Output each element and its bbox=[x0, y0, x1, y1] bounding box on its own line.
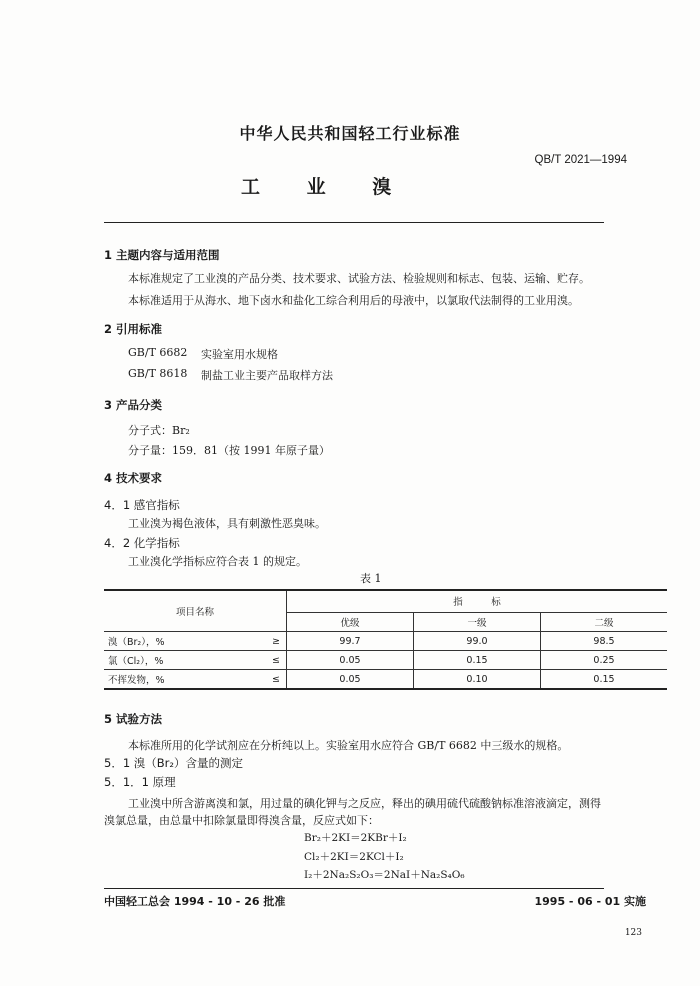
row-name: 不挥发物，% bbox=[104, 670, 246, 690]
row-operator: ≤ bbox=[246, 670, 287, 690]
title-char: 工 bbox=[241, 176, 261, 198]
reaction-equation: Br₂＋2KI＝2KBr＋I₂ bbox=[304, 832, 407, 844]
spec-table bbox=[104, 589, 667, 690]
subsection-4-1-text: 工业溴为褐色液体，具有刺激性恶臭味。 bbox=[128, 517, 326, 530]
table-row bbox=[104, 632, 667, 651]
table-row bbox=[104, 651, 667, 670]
row-operator: ≥ bbox=[246, 632, 287, 651]
cell-value: 0.10 bbox=[414, 670, 541, 690]
column-header-grade: 二级 bbox=[541, 612, 668, 631]
reaction-equation: Cl₂＋2KI＝2KCl＋I₂ bbox=[304, 851, 404, 863]
cell-value: 98.5 bbox=[541, 632, 668, 651]
standard-code: QB/T 2021—1994 bbox=[534, 154, 627, 166]
reference-code: GB/T 8618 bbox=[128, 367, 188, 380]
row-operator: ≤ bbox=[246, 651, 287, 670]
cell-value: 99.7 bbox=[287, 632, 414, 651]
table-caption: 表 1 bbox=[360, 572, 382, 585]
reference-title: 实验室用水规格 bbox=[201, 348, 278, 361]
section-4-heading: 4 技术要求 bbox=[104, 471, 163, 485]
subsection-5-1-1-heading: 5．1．1 原理 bbox=[104, 775, 176, 789]
section-2-heading: 2 引用标准 bbox=[104, 322, 163, 336]
approval-date: 中国轻工总会 1994 - 10 - 26 批准 bbox=[104, 895, 286, 908]
principle-text: 溴氯总量，由总量中扣除氯量即得溴含量，反应式如下： bbox=[104, 814, 379, 827]
cell-value: 0.05 bbox=[287, 651, 414, 670]
column-header-item: 项目名称 bbox=[104, 590, 287, 632]
title-char: 业 bbox=[306, 176, 326, 198]
section-1-para: 本标准规定了工业溴的产品分类、技术要求、试验方法、检验规则和标志、包装、运输、贮存。 bbox=[128, 272, 590, 285]
section-5-heading: 5 试验方法 bbox=[104, 712, 163, 726]
reference-title: 制盐工业主要产品取样方法 bbox=[201, 369, 333, 382]
cell-value: 99.0 bbox=[414, 632, 541, 651]
effective-date: 1995 - 06 - 01 实施 bbox=[534, 895, 646, 908]
table-row bbox=[104, 670, 667, 690]
principle-text: 工业溴中所含游离溴和氯，用过量的碘化钾与之反应，释出的碘用硫代硫酸钠标准溶液滴定，测得 bbox=[128, 797, 601, 810]
molecular-formula: 分子式：Br₂ bbox=[128, 424, 190, 437]
cell-value: 0.25 bbox=[541, 651, 668, 670]
subsection-4-2-text: 工业溴化学指标应符合表 1 的规定。 bbox=[128, 555, 307, 568]
column-header-grade: 一级 bbox=[414, 612, 541, 631]
molecular-weight: 分子量：159．81（按 1991 年原子量） bbox=[128, 444, 330, 457]
cell-value: 0.15 bbox=[414, 651, 541, 670]
document-title bbox=[241, 172, 431, 199]
title-char: 溴 bbox=[372, 176, 392, 198]
section-3-heading: 3 产品分类 bbox=[104, 398, 163, 412]
column-header-index: 指 标 bbox=[287, 590, 668, 612]
section-1-heading: 1 主题内容与适用范围 bbox=[104, 248, 220, 262]
section-5-intro: 本标准所用的化学试剂应在分析纯以上。实验室用水应符合 GB/T 6682 中三级水的规格。 bbox=[128, 739, 569, 752]
subsection-4-2-heading: 4．2 化学指标 bbox=[104, 536, 180, 550]
row-name: 溴（Br₂），% bbox=[104, 632, 246, 651]
standard-title: 中华人民共和国轻工行业标准 bbox=[239, 124, 461, 143]
page-number: 123 bbox=[624, 928, 642, 938]
subsection-4-1-heading: 4．1 感官指标 bbox=[104, 498, 180, 512]
cell-value: 0.05 bbox=[287, 670, 414, 690]
section-1-para: 本标准适用于从海水、地下卤水和盐化工综合利用后的母液中，以氯取代法制得的工业用溴。 bbox=[128, 294, 579, 307]
reference-code: GB/T 6682 bbox=[128, 346, 188, 359]
column-header-grade: 优级 bbox=[287, 612, 414, 631]
footer-rule bbox=[104, 888, 604, 889]
reaction-equation: I₂＋2Na₂S₂O₃＝2NaI＋Na₂S₄O₆ bbox=[304, 869, 465, 881]
cell-value: 0.15 bbox=[541, 670, 668, 690]
header-rule bbox=[104, 222, 604, 223]
row-name: 氯（Cl₂），% bbox=[104, 651, 246, 670]
subsection-5-1-heading: 5．1 溴（Br₂）含量的测定 bbox=[104, 756, 244, 770]
